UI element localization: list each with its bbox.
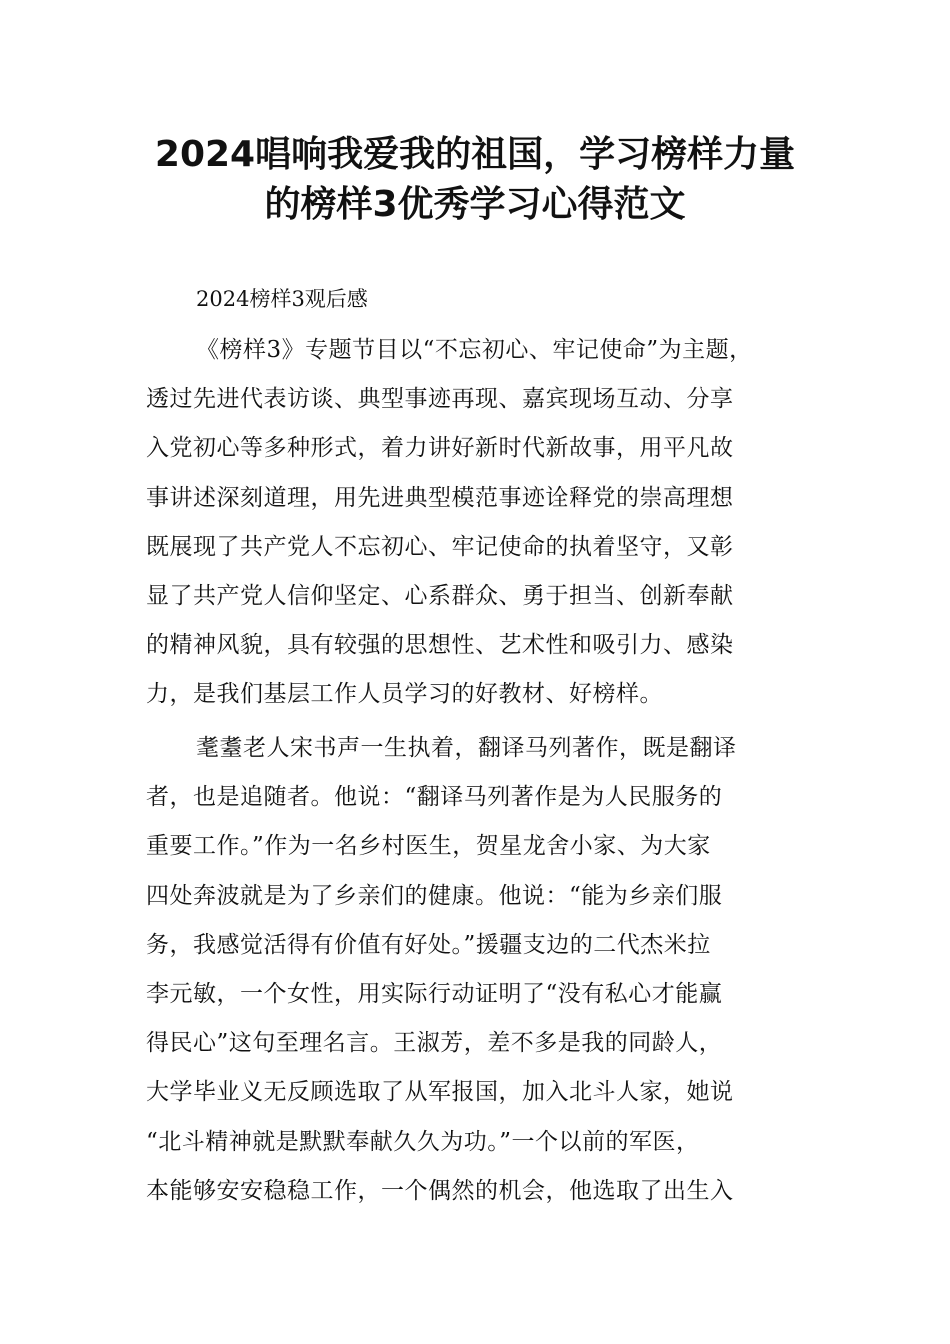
paragraph-line: 入党初心等多种形式，着力讲好新时代新故事，用平凡故 xyxy=(146,435,734,462)
paragraph-line: 的精神风貌，具有较强的思想性、艺术性和吸引力、感染 xyxy=(146,632,734,659)
paragraph-line: 耄耋老人宋书声一生执着，翻译马列著作，既是翻译 xyxy=(196,735,737,761)
document-title-line-1: 2024唱响我爱我的祖国，学习榜样力量 xyxy=(154,134,796,175)
paragraph-line: 者，也是追随者。他说：“翻译马列著作是为人民服务的 xyxy=(146,784,723,811)
paragraph-line: 得民心”这句至理名言。王淑芳，差不多是我的同龄人， xyxy=(146,1030,723,1057)
paragraph-1 xyxy=(146,326,836,720)
paragraph-line: 李元敏，一个女性，用实际行动证明了“没有私心才能赢 xyxy=(146,980,723,1007)
paragraph-line: 四处奔波就是为了乡亲们的健康。他说：“能为乡亲们服 xyxy=(146,882,723,909)
paragraph-line: 力，是我们基层工作人员学习的好教材、好榜样。 xyxy=(146,681,663,708)
document-title-line-2: 的榜样3优秀学习心得范文 xyxy=(264,184,686,225)
paragraph-line: 本能够安安稳稳工作，一个偶然的机会，他选取了出生入 xyxy=(146,1177,734,1204)
paragraph-line: 务，我感觉活得有价值有好处。”援疆支边的二代杰米拉 xyxy=(146,931,711,958)
document-subtitle: 2024榜样3观后感 xyxy=(196,287,368,311)
paragraph-line: 透过先进代表访谈、典型事迹再现、嘉宾现场互动、分享 xyxy=(146,386,734,413)
paragraph-line: 重要工作。”作为一名乡村医生，贺星龙舍小家、为大家 xyxy=(146,833,711,860)
paragraph-line: 既展现了共产党人不忘初心、牢记使命的执着坚守，又彰 xyxy=(146,533,734,560)
paragraph-line: 《榜样3》专题节目以“不忘初心、牢记使命”为主题， xyxy=(196,337,753,363)
paragraph-line: 大学毕业义无反顾选取了从军报国，加入北斗人家，她说 xyxy=(146,1079,734,1106)
paragraph-line: 事讲述深刻道理，用先进典型模范事迹诠释党的崇高理想 xyxy=(146,484,734,511)
paragraph-line: “北斗精神就是默默奉献久久为功。”一个以前的军医， xyxy=(146,1128,700,1155)
paragraph-2 xyxy=(146,724,836,1216)
paragraph-line: 显了共产党人信仰坚定、心系群众、勇于担当、创新奉献 xyxy=(146,582,734,609)
